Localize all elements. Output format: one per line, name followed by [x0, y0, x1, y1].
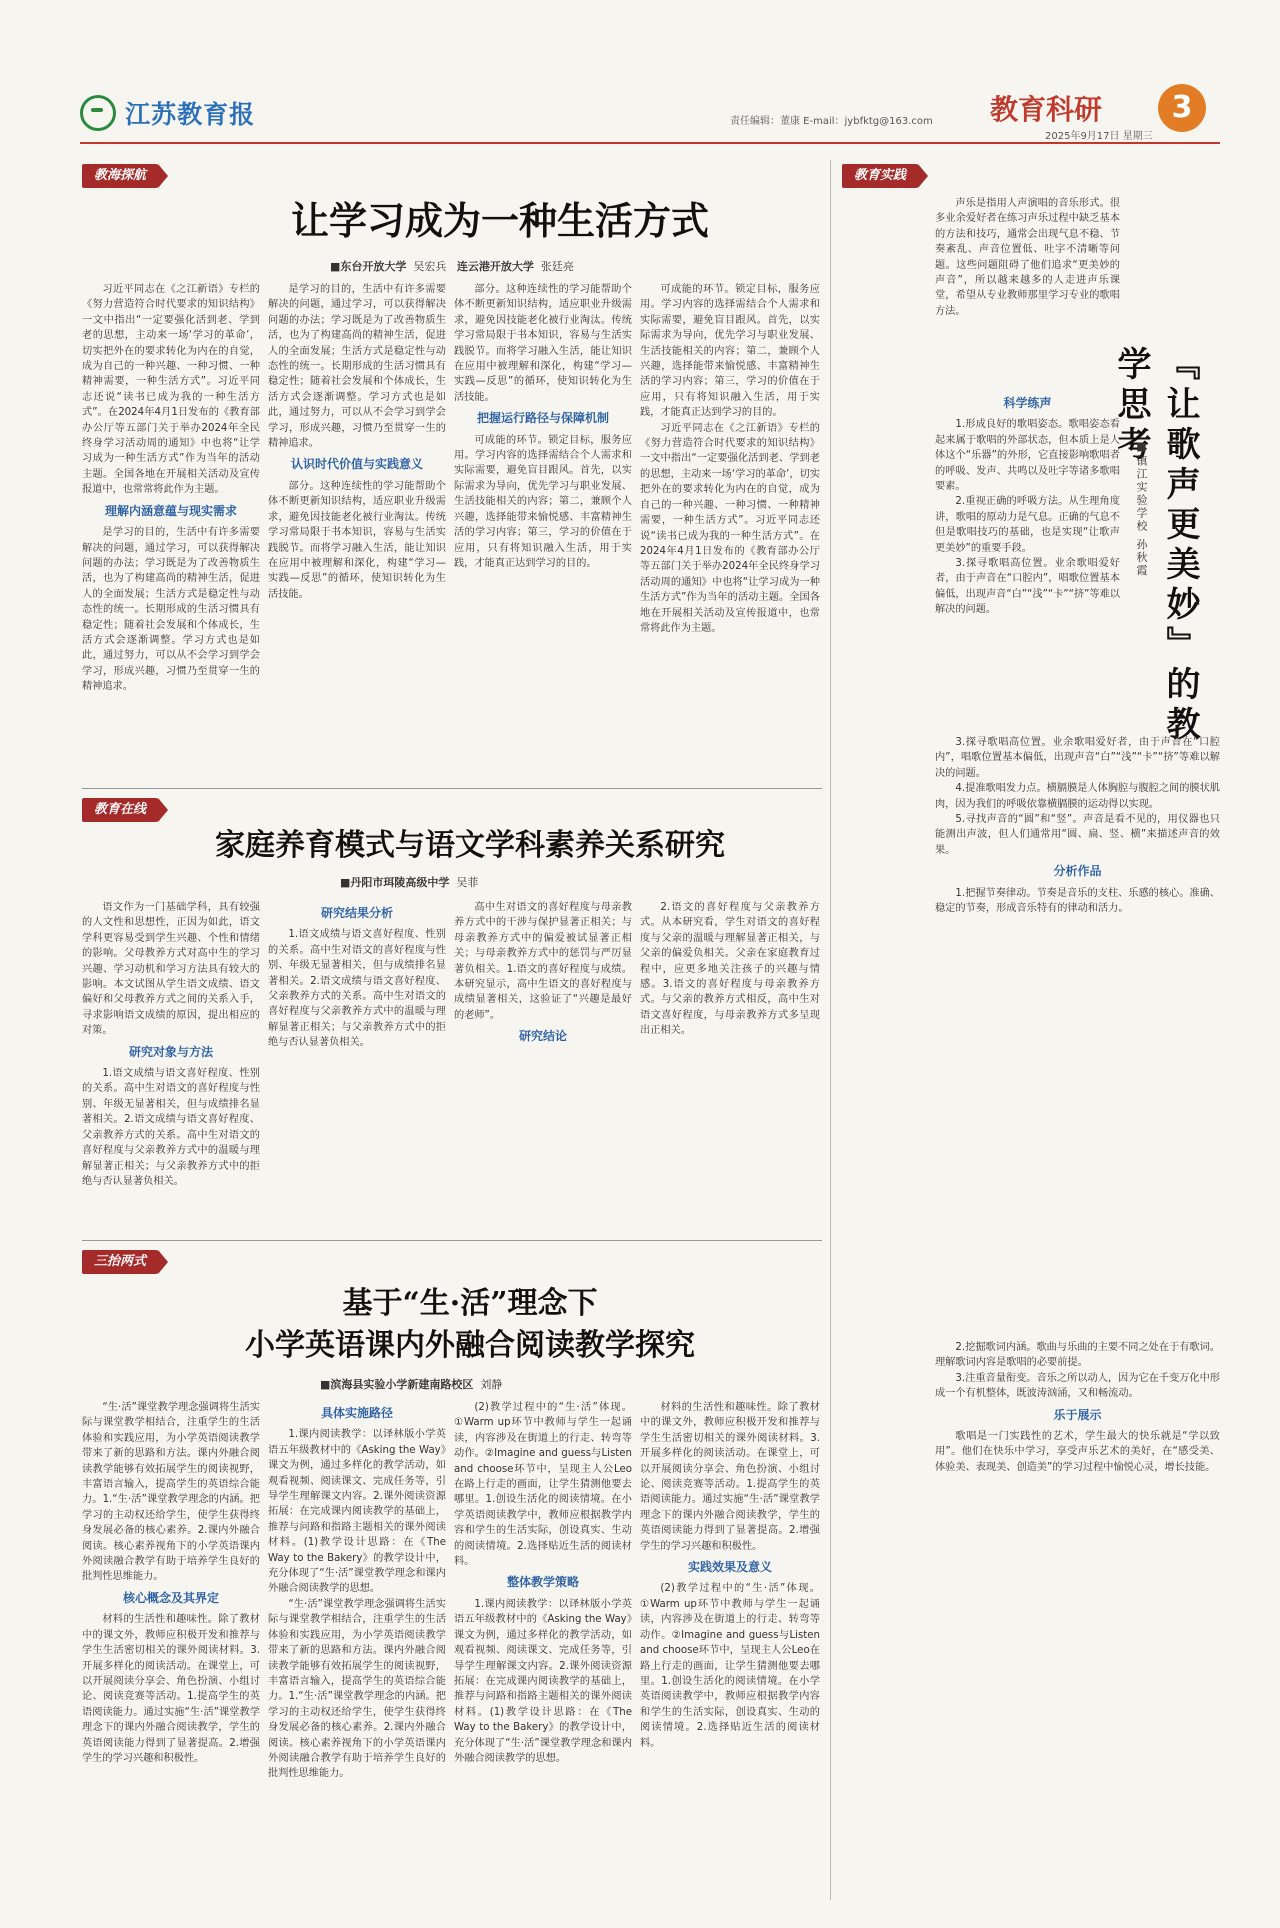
paragraph: 3.探寻歌唱高位置。业余歌唱爱好者，由于声音在“口腔内”，唱歌位置基本偏低，出现声音“白”“浅”“卡”“挤”等难以解决的问题。 — [935, 558, 1120, 616]
article4-column — [935, 390, 1120, 730]
article3-byline — [320, 1376, 740, 1392]
subheading: 具体实施路径 — [320, 1406, 393, 1420]
subheading: 整体教学策略 — [506, 1575, 579, 1590]
article2-column — [640, 900, 820, 1232]
subheading: 认识时代价值与实践意义 — [290, 457, 423, 472]
column-divider — [830, 160, 831, 1900]
subheading: 研究结果分析 — [320, 906, 393, 920]
article3-column — [268, 1400, 446, 1900]
paragraph: 1.把握节奏律动。节奏是音乐的支柱、乐感的核心。准确、稳定的节奏，形成音乐特有的律动和活力。 — [935, 887, 1220, 915]
paragraph: 2.挖掘歌词内涵。歌曲与乐曲的主要不同之处在于有歌词。理解歌词内容是歌唱的必要前提。 — [935, 1342, 1220, 1369]
paragraph: 1.语文成绩与语文喜好程度、性别的关系。高中生对语文的喜好程度与性别、年级无显著相关，但与成绩排名显著相关。2.语文成绩与语文喜好程度、父亲教养方式的关系。高中生对语文的喜好程度与父亲教养方式中的温暖与理解显著正相关；与父亲教养方式中的拒绝与否认显著负相关。 — [268, 929, 446, 1049]
paragraph: 1.课内阅读教学：以译林版小学英语五年级教材中的《Asking the Way》课文为例，通过多样化的教学活动，如观看视频、阅读课文、完成任务等，引导学生理解课文内容。2.课外阅读资源拓展：在完成课内阅读教学的基础上，推荐与问路和指路主题相关的课外阅读材料。(1)教学设计思路：在《The Way to the Bakery》的教学设计中，充分体现了“生·活”课堂教学理念和课内外融合阅读教学的思想。 — [268, 1429, 446, 1595]
article4-tag: 教育实践 — [842, 164, 918, 188]
paragraph: 材料的生活性和趣味性。除了教材中的课文外，教师应积极开发和推荐与学生生活密切相关的课外阅读材料。3.开展多样化的阅读活动。在课堂上，可以开展阅读分享会、角色扮演、小组讨论、阅读竞赛等活动。1.提高学生的英语阅读能力。通过实施“生·活”课堂教学理念下的课内外融合阅读教学，学生的英语阅读能力得到了显著提高。2.增强学生的学习兴趣和积极性。 — [82, 1614, 260, 1764]
subheading: 分析作品 — [1053, 864, 1102, 879]
section-divider — [82, 1240, 822, 1241]
byline-author: 张廷亮 — [540, 260, 574, 273]
article3-tag: 三抬两式 — [82, 1250, 158, 1274]
article1-column — [640, 282, 820, 782]
article4-column — [935, 1340, 1220, 1900]
paragraph: 材料的生活性和趣味性。除了教材中的课文外，教师应积极开发和推荐与学生生活密切相关的课外阅读材料。3.开展多样化的阅读活动。在课堂上，可以开展阅读分享会、角色扮演、小组讨论、阅读竞赛等活动。1.提高学生的英语阅读能力。通过实施“生·活”课堂教学理念下的课内外融合阅读教学，学生的英语阅读能力得到了显著提高。2.增强学生的学习兴趣和积极性。 — [640, 1402, 820, 1552]
article4-title: 『让歌声更美妙』的教学思考 — [1111, 346, 1200, 746]
paragraph: 高中生对语文的喜好程度与母亲教养方式中的干涉与保护显著正相关；与母亲教养方式中的偏爱被试显著正相关；与母亲教养方式中的惩罚与严厉显著负相关。1.语文的喜好程度与成绩。本研究显示，高中生语文的喜好程度与成绩显著相关，这验证了“兴趣是最好的老师”。 — [454, 902, 632, 1021]
article2-byline — [340, 874, 740, 890]
article1-tag: 教海探航 — [82, 164, 158, 188]
byline-author: 吴宏兵 — [413, 260, 447, 273]
paragraph: 声乐是指用人声演唱的音乐形式。很多业余爱好者在练习声乐过程中缺乏基本的方法和技巧，通常会出现气息不稳、节奏紊乱、声音位置低、吐字不清晰等问题。这些问题阻碍了他们追求“更美妙的声音”，所以越来越多的人走进声乐课堂，希望从专业教师那里学习专业的歌唱方法。 — [935, 198, 1120, 317]
byline-unit: ■东台开放大学 — [330, 260, 407, 273]
paragraph: (2)教学过程中的“生·活”体现。①Warm up环节中教师与学生一起诵读，内容涉及在街道上的行走、转弯等动作。②Imagine and guess与Listen and choose环节中，呈现主人公Leo在路上行走的画面，让学生猜测他要去哪里。1.创设生活化的阅读情境。在小学英语阅读教学中，教师应根据教学内容和学生的生活实际，创设真实、生动的阅读情境。2.选择贴近生活的阅读材料。 — [454, 1402, 632, 1568]
paragraph: 4.提准歌唱发力点。横膈膜是人体胸腔与腹腔之间的膜状肌肉，因为我们的呼吸依靠横膈膜的运动得以实现。 — [935, 783, 1220, 810]
subheading: 乐于展示 — [1053, 1407, 1102, 1422]
article3-title-line1: 基于“生·活”理念下 — [342, 1286, 598, 1321]
paragraph: 3.注重音量衔变。音乐之所以动人，因为它在千变万化中形成一个有机整体，既波涛汹涌，又和畅流动。 — [935, 1372, 1220, 1400]
paragraph: 习近平同志在《之江新语》专栏的《努力营造符合时代要求的知识结构》一文中指出“一定要强化活到老、学到老的思想，主动来一场‘学习的革命’，切实把外在的要求转化为内在的自觉，成为自己的一种兴趣、一种习惯、一种精神需要，一种生活方式”。习近平同志还说“读书已成为我的一种生活方式”。在2024年4月1日发布的《教育部办公厅等五部门关于举办2024年全民终身学习活动周的通知》中也将“让学习成为一种生活方式”作为当年的活动主题。全国各地在开展相关活动及宣传报道中，也常常将此作为主题。 — [640, 422, 820, 634]
subheading: 实践效果及意义 — [687, 1560, 772, 1575]
paragraph: 是学习的目的，生活中有许多需要解决的问题，通过学习，可以获得解决问题的办法；学习既是为了改善物质生活，也为了构建高尚的精神生活，促进人的全面发展；生活方式是稳定性与动态性的统一。长期形成的生活习惯具有稳定性；随着社会发展和个体成长，生活方式会逐渐调整。学习方式也是如此，通过努力，可以从不会学习到学会学习，形成兴趣，习惯乃至贯穿一生的精神追求。 — [268, 284, 446, 450]
editor-line: 责任编辑：董康 E-mail：jybfktg@163.com — [730, 116, 933, 127]
byline-author: 刘静 — [480, 1378, 503, 1391]
section-divider — [82, 788, 822, 789]
paragraph: “生·活”课堂教学理念强调将生活实际与课堂教学相结合，注重学生的生活体验和实践应用，为小学英语阅读教学带来了新的思路和方法。课内外融合阅读教学能够有效拓展学生的阅读视野，丰富语言输入，提高学生的英语综合能力。1.“生·活”课堂教学理念的内涵。把学习的主动权还给学生，使学生获得终身发展必备的核心素养。2.课内外融合阅读。核心素养视角下的小学英语课内外阅读融合教学有助于培养学生良好的批判性思维能力。 — [82, 1402, 260, 1583]
paragraph: 部分。这种连续性的学习能帮助个体不断更新知识结构，适应职业升级需求，避免因技能老化被行业淘汰。传统学习常局限于书本知识，容易与生活实践脱节。而将学习融入生活，能让知识在应用中被理解和深化，构建“学习—实践—反思”的循环，使知识转化为生活技能。 — [268, 480, 446, 600]
subheading: 把握运行路径与保障机制 — [476, 411, 609, 426]
paragraph: 语文作为一门基础学科，具有较强的人文性和思想性，正因为如此，语文学科更容易受到学生兴趣、个性和情绪的影响。父母教养方式对高中生的学习兴趣、学习动机和学习方法具有较大的影响。本文试图从学生语文成绩、语文偏好和父母教养方式之间的关系入手，寻求影响语文成绩的原因，提出相应的对策。 — [82, 902, 260, 1037]
paragraph: 习近平同志在《之江新语》专栏的《努力营造符合时代要求的知识结构》一文中指出“一定要强化活到老、学到老的思想，主动来一场‘学习的革命’，切实把外在的要求转化为内在的自觉，成为自己的一种兴趣、一种习惯、一种精神需要，一种生活方式”。习近平同志还说“读书已成为我的一种生活方式”。在2024年4月1日发布的《教育部办公厅等五部门关于举办2024年全民终身学习活动周的通知》中也将“让学习成为一种生活方式”作为当年的活动主题。全国各地在开展相关活动及宣传报道中，也常常将此作为主题。 — [82, 284, 260, 496]
paragraph: 可成能的环节。锁定目标，服务应用。学习内容的选择需结合个人需求和实际需要，避免盲目跟风。首先，以实际需求为导向，优先学习与职业发展、生活技能相关的内容；第二，兼顾个人兴趣，选择能带来愉悦感、丰富精神生活的学习内容；第三，学习的价值在于应用，只有将知识融入生活，用于实践，才能真正达到学习的目的。 — [640, 284, 820, 419]
page-number-badge: 3 — [1158, 84, 1206, 132]
article3-title-line2: 小学英语课内外融合阅读教学探究 — [245, 1328, 695, 1363]
article4-intro — [935, 196, 1120, 386]
newspaper-logo — [80, 95, 280, 131]
paragraph: 1.课内阅读教学：以译林版小学英语五年级教材中的《Asking the Way》课文为例，通过多样化的教学活动，如观看视频、阅读课文、完成任务等，引导学生理解课文内容。2.课外阅读资源拓展：在完成课内阅读教学的基础上，推荐与问路和指路主题相关的课外阅读材料。(1)教学设计思路：在《The Way to the Bakery》的教学设计中，充分体现了“生·活”课堂教学理念和课内外融合阅读教学的思想。 — [454, 1598, 632, 1764]
article1-title: 让学习成为一种生活方式 — [290, 198, 709, 243]
article2-column — [454, 900, 632, 1232]
article1-column — [82, 282, 260, 782]
subheading: 研究结论 — [518, 1029, 567, 1044]
byline-unit: ■丹阳市珥陵高级中学 — [340, 876, 450, 889]
subheading: 科学练声 — [1003, 396, 1052, 410]
byline-author: 吴菲 — [456, 876, 479, 889]
article4-byline: ■镇江实验学校 孙秋霞 — [1135, 440, 1148, 578]
newspaper-name: 江苏教育报 — [125, 100, 256, 129]
section-title: 教育科研 — [990, 93, 1103, 126]
byline-unit: 连云港开放大学 — [456, 260, 534, 273]
paragraph: 2.重视正确的呼吸方法。从生理角度讲，歌唱的原动力是气息。正确的气息不但是歌唱技巧的基础，也是实现“让歌声更美妙”的重要手段。 — [935, 496, 1120, 554]
subheading: 理解内涵意蕴与现实需求 — [104, 503, 237, 518]
paragraph: 歌唱是一门实践性的艺术，学生最大的快乐就是“学以致用”。他们在快乐中学习，享受声乐艺术的美好，在“感受美、体验美、表现美、创造美”的学习过程中愉悦心灵，增长技能。 — [935, 1431, 1220, 1473]
paragraph: 1.语文成绩与语文喜好程度、性别的关系。高中生对语文的喜好程度与性别、年级无显著相关，但与成绩排名显著相关。2.语文成绩与语文喜好程度、父亲教养方式的关系。高中生对语文的喜好程度与父亲教养方式中的温暖与理解显著正相关；与父亲教养方式中的拒绝与否认显著负相关。 — [82, 1068, 260, 1187]
byline-unit: ■滨海县实验小学新建南路校区 — [320, 1378, 474, 1391]
paragraph: (2)教学过程中的“生·活”体现。①Warm up环节中教师与学生一起诵读，内容涉及在街道上的行走、转弯等动作。②Imagine and guess与Listen and choose环节中，呈现主人公Leo在路上行走的画面，让学生猜测他要去哪里。1.创设生活化的阅读情境。在小学英语阅读教学中，教师应根据教学内容和学生的生活实际，创设真实、生动的阅读情境。2.选择贴近生活的阅读材料。 — [640, 1583, 820, 1749]
paragraph: 2.语文的喜好程度与父亲教养方式。从本研究看，学生对语文的喜好程度与父亲的温暖与理解显著正相关，与父亲的偏爱负相关。父亲在家庭教育过程中，应更多地关注孩子的兴趣与情感。3.语文的喜好程度与母亲教养方式。与父亲的教养方式相反，高中生对语文喜好程度，与母亲教养方式多呈现出正相关。 — [640, 902, 820, 1037]
article2-column — [82, 900, 260, 1232]
article1-column — [454, 282, 632, 782]
article4-column — [935, 735, 1220, 1335]
article2-tag: 教育在线 — [82, 798, 158, 822]
article3-column — [640, 1400, 820, 1900]
article2-title: 家庭养育模式与语文学科素养关系研究 — [215, 828, 725, 863]
article2-column — [268, 900, 446, 1232]
paragraph: “生·活”课堂教学理念强调将生活实际与课堂教学相结合，注重学生的生活体验和实践应用，为小学英语阅读教学带来了新的思路和方法。课内外融合阅读教学能够有效拓展学生的阅读视野，丰富语言输入，提高学生的英语综合能力。1.“生·活”课堂教学理念的内涵。把学习的主动权还给学生，使学生获得终身发展必备的核心素养。2.课内外融合阅读。核心素养视角下的小学英语课内外阅读融合教学有助于培养学生良好的批判性思维能力。 — [268, 1598, 446, 1780]
paragraph: 部分。这种连续性的学习能帮助个体不断更新知识结构，适应职业升级需求，避免因技能老化被行业淘汰。传统学习常局限于书本知识，容易与生活实践脱节。而将学习融入生活，能让知识在应用中被理解和深化，构建“学习—实践—反思”的循环，使知识转化为生活技能。 — [454, 284, 632, 403]
logo-icon — [80, 95, 116, 131]
paragraph: 1.形成良好的歌唱姿态。歌唱姿态看起来属于歌唱的外部状态，但本质上是人体这个“乐器”的外形，它直接影响歌唱者的呼吸、发声、共鸣以及吐字等诸多歌唱要素。 — [935, 419, 1120, 493]
paragraph: 是学习的目的，生活中有许多需要解决的问题，通过学习，可以获得解决问题的办法；学习既是为了改善物质生活，也为了构建高尚的精神生活，促进人的全面发展；生活方式是稳定性与动态性的统一。长期形成的生活习惯具有稳定性；随着社会发展和个体成长，生活方式会逐渐调整。学习方式也是如此，通过努力，可以从不会学习到学会学习，形成兴趣，习惯乃至贯穿一生的精神追求。 — [82, 527, 260, 693]
date-line: 2025年9月17日 星期三 — [1045, 131, 1153, 142]
subheading: 研究对象与方法 — [128, 1044, 213, 1059]
paragraph: 5.寻找声音的“圆”和“竖”。声音是看不见的，用仪器也只能测出声波，但人们通常用“圆、扁、竖、横”来描述声音的效果。 — [935, 814, 1220, 856]
article1-column — [268, 282, 446, 782]
article1-byline — [330, 258, 770, 274]
subheading: 核心概念及其界定 — [122, 1590, 219, 1605]
article3-column — [454, 1400, 632, 1900]
masthead-rule — [80, 142, 1220, 144]
paragraph: 3.探寻歌唱高位置。业余歌唱爱好者，由于声音在“口腔内”，唱歌位置基本偏低，出现声音“白”“浅”“卡”“挤”等难以解决的问题。 — [935, 737, 1220, 779]
article3-column — [82, 1400, 260, 1900]
paragraph: 可成能的环节。锁定目标，服务应用。学习内容的选择需结合个人需求和实际需要，避免盲目跟风。首先，以实际需求为导向，优先学习与职业发展、生活技能相关的内容；第二，兼顾个人兴趣，选择能带来愉悦感、丰富精神生活的学习内容；第三，学习的价值在于应用，只有将知识融入生活，用于实践，才能真正达到学习的目的。 — [454, 434, 632, 569]
